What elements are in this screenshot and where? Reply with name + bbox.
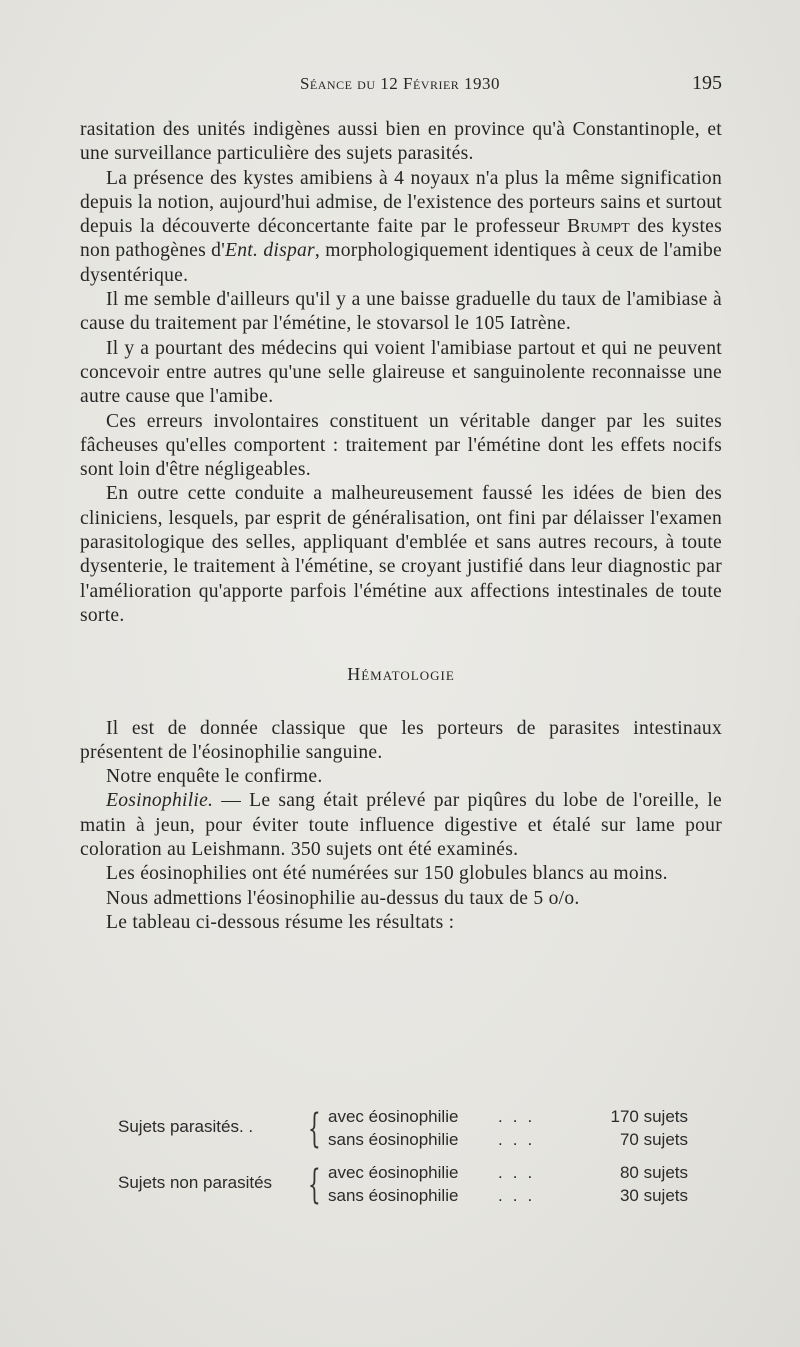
paragraph-2-b: des kystes non pathogènes d' bbox=[80, 216, 723, 262]
row-dots: ... bbox=[498, 1163, 543, 1182]
author-name: Brumpt bbox=[567, 216, 630, 238]
row-value: 80 sujets bbox=[619, 1163, 688, 1182]
row-dots: ... bbox=[498, 1107, 543, 1126]
paragraph-2 bbox=[80, 167, 722, 288]
body-text bbox=[80, 118, 722, 935]
paragraph-3: Il me semble d'ailleurs qu'il y a une baisse graduelle du taux de l'amibiase à cause du traitement par l'émétine, le stovarsol le 105 Iatrène. bbox=[80, 289, 722, 335]
group-label: Sujets non parasités bbox=[118, 1173, 273, 1192]
results-group-parasites bbox=[118, 1105, 698, 1155]
row-label: sans éosinophilie bbox=[328, 1186, 459, 1205]
running-header bbox=[80, 72, 720, 98]
paragraph-10: Les éosinophilies ont été numérées sur 150 globules blancs au moins. bbox=[106, 863, 668, 885]
paragraph-8: Notre enquête le confirme. bbox=[106, 766, 323, 788]
paragraph-9-heading: Eosinophilie. bbox=[106, 790, 214, 812]
paragraph-6: En outre cette conduite a malheureusement faussé les idées de bien des cliniciens, lesquels, par esprit de généralisation, ont fini par délaisser l'examen parasitologique des selles, appliquant d'emblée et sans autres recours, à toute dysenterie, le traitement à l'émétine, se croyant justifié dans leur diagnostic par l'amélioration qu'apporte parfois l'émétine aux affections intestinales de toute sorte. bbox=[80, 483, 722, 626]
row-label: sans éosinophilie bbox=[328, 1130, 459, 1149]
results-table bbox=[118, 1105, 698, 1217]
row-dots: ... bbox=[498, 1130, 543, 1149]
species-name: Ent. dispar bbox=[225, 240, 315, 262]
results-group-non-parasites bbox=[118, 1161, 698, 1211]
paragraph-9 bbox=[80, 789, 722, 862]
paragraph-2-a: La présence des kystes amibiens à 4 noyaux n'a plus la même signification depuis la notion, aujourd'hui admise, de l'existence des porteurs sains et surtout depuis la découverte déconcertante faite par le professeur bbox=[80, 167, 722, 238]
paragraph-9-text: — Le sang était prélevé par piqûres du lobe de l'oreille, le matin à jeun, pour éviter toute influence digestive et étalé sur lame pour coloration au Leishmann. 350 sujets ont été examinés. bbox=[80, 790, 722, 861]
header-title-part1: Séance du bbox=[299, 74, 381, 93]
row-label: avec éosinophilie bbox=[328, 1107, 459, 1126]
paragraph-1: rasitation des unités indigènes aussi bien en province qu'à Constantinople, et une surveillance particulière des sujets parasités. bbox=[80, 119, 722, 165]
header-title-part2: Février bbox=[398, 74, 465, 93]
section-title-hematologie: Hématologie bbox=[347, 664, 455, 685]
row-value: 170 sujets bbox=[610, 1107, 688, 1126]
header-title-num: 12 bbox=[380, 74, 399, 93]
paragraph-5: Ces erreurs involontaires constituent un véritable danger par les suites fâcheuses qu'elles comportent : traitement par l'émétine dont les effets nocifs sont loin d'être négligeables. bbox=[80, 410, 722, 481]
paragraph-4: Il y a pourtant des médecins qui voient l'amibiase partout et qui ne peuvent concevoir entre autres qu'une selle glaireuse et sanguinolente reconnaisse une autre cause que l'amibe. bbox=[80, 337, 722, 408]
paragraph-2-c: , morphologiquement identiques à ceux de l'amibe dysentérique. bbox=[80, 240, 722, 286]
results-row bbox=[328, 1130, 688, 1152]
row-dots: ... bbox=[498, 1186, 543, 1205]
results-row bbox=[328, 1186, 688, 1208]
group-label: Sujets parasités. . bbox=[118, 1117, 254, 1136]
results-row bbox=[328, 1107, 688, 1129]
paragraph-12: Le tableau ci-dessous résume les résultats : bbox=[106, 911, 455, 933]
paragraph-11: Nous admettions l'éosinophilie au-dessus du taux de 5 o/o. bbox=[106, 887, 580, 909]
brace-glyph: { bbox=[308, 1162, 321, 1208]
header-title bbox=[80, 74, 720, 94]
row-value: 30 sujets bbox=[619, 1186, 688, 1205]
row-value: 70 sujets bbox=[619, 1130, 688, 1149]
header-title-year: 1930 bbox=[464, 74, 501, 93]
results-row bbox=[328, 1163, 688, 1185]
row-label: avec éosinophilie bbox=[328, 1163, 459, 1182]
page-number: 195 bbox=[692, 72, 722, 94]
paragraph-7: Il est de donnée classique que les porteurs de parasites intestinaux présentent de l'éosinophilie sanguine. bbox=[80, 717, 722, 763]
brace-glyph: { bbox=[308, 1106, 321, 1152]
